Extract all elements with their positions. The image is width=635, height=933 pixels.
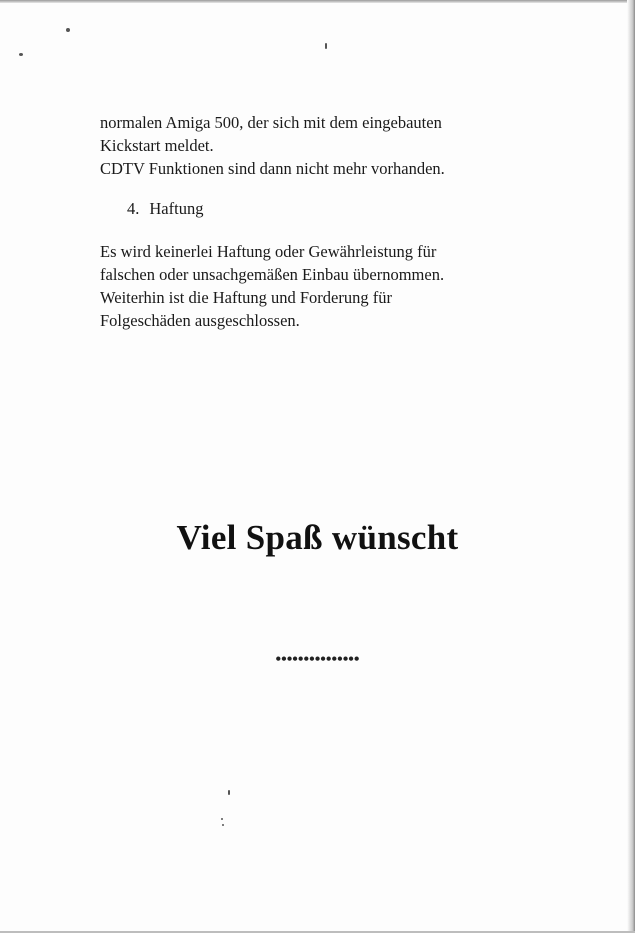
scan-speck [222,824,224,826]
scan-speck [221,818,223,820]
text-line: Kickstart meldet. [100,136,214,155]
section-number: 4. [127,199,140,218]
scan-right-edge [627,0,635,933]
section-title: Haftung [149,199,204,218]
liability-paragraph [100,240,500,332]
closing-headline: Viel Spaß wünscht [176,518,459,557]
scan-speck [66,28,70,32]
scan-speck [19,53,23,56]
text-line: falschen oder unsachgemäßen Einbau übernommen. [100,265,445,284]
scan-speck [228,790,230,795]
text-line: Folgeschäden ausgeschlossen. [100,311,300,330]
paragraph-continuation [100,111,500,180]
section-heading-haftung [127,197,203,220]
scan-speck [325,43,327,49]
scan-top-edge [0,0,635,3]
text-line: CDTV Funktionen sind dann nicht mehr vorhanden. [100,159,445,178]
text-line: normalen Amiga 500, der sich mit dem eingebauten [100,113,442,132]
signature-dots: ••••••••••••••• [275,651,360,668]
text-line: Weiterhin ist die Haftung und Forderung für [100,288,392,307]
text-line: Es wird keinerlei Haftung oder Gewährleistung für [100,242,437,261]
